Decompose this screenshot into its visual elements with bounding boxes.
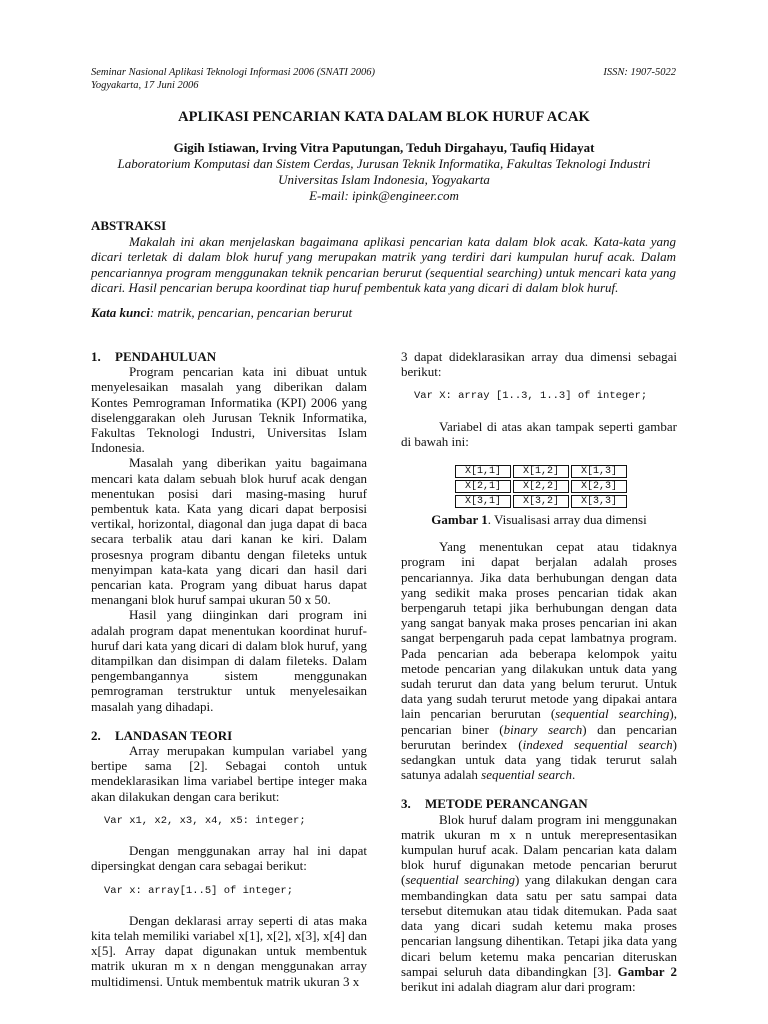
figure-1-label: Gambar 1 [431,512,488,528]
section-2-paragraph-continued: 3 dapat dideklarasikan array dua dimensi sebagai berikut: [401,349,677,380]
left-column [91,349,367,989]
section-3-title: METODE PERANCANGAN [425,796,588,812]
section-2-title: LANDASAN TEORI [115,727,233,743]
section-1-paragraph-1: Program pencarian kata ini dibuat untuk menyelesaikan masalah yang diberikan dalam Kontes Pemrograman Informatika (KPI) 2006 yang diselenggarakan oleh Jurusan Teknik Informatika, Fakultas Teknologi Industri, Universitas Islam Indonesia. [91,364,367,456]
text-run: ), pencarian biner ( [401,706,677,737]
text-run-italic: sequential searching [405,872,516,888]
section-3-number: 3. [401,796,411,812]
section-2-paragraph-1: Array merupakan kumpulan variabel yang bertipe sama [2]. Sebagai contoh untuk mendeklarasikan lima variabel bertipe integer maka akan dilakukan dengan cara berikut: [91,743,367,804]
text-run-italic: sequential search [481,767,573,783]
section-3-heading [401,796,677,811]
figure-2-reference: Gambar 2 [617,963,677,979]
table-cell: X[3,1] [455,495,511,508]
table-row [455,465,627,478]
text-run-italic: sequential searching [555,706,670,722]
code-snippet-2: Var x: array[1..5] of integer; [104,884,294,897]
text-run: Blok huruf dalam program ini menggunakan matrik ukuran m x n untuk merepresentasikan kumpulan huruf acak. Dalam pencarian kata dalam blok huruf digunakan metode pencarian berurut ( [401,811,677,888]
array-visualization-table [453,463,629,510]
keywords-text: : matrik, pencarian, pencarian berurut [149,305,353,320]
author-email: E-mail: ipink@engineer.com [309,188,459,203]
text-run: ) dan pencarian berurutan berindex ( [401,721,677,752]
section-2-paragraph-2: Dengan menggunakan array hal ini dapat dipersingkat dengan cara sebagai berikut: [91,843,367,874]
abstract [91,218,676,296]
abstract-heading: ABSTRAKSI [91,218,167,233]
author-block [0,140,768,204]
section-2-heading [91,728,367,743]
section-2-number: 2. [91,727,101,743]
section-1-paragraph-2: Masalah yang diberikan yaitu bagaimana mencari kata dalam sebuah blok huruf acak dengan menentukan posisi dari masing-masing huruf pembentuk kata. Kata yang dicari dapat berposisi vertikal, horizontal, diagonal dan juga dapat di baca secara terbalik atau dari kanan ke kiri. Dalam prosesnya program dibantu dengan fileteks untuk menyimpan kata-kata yang dicari dan hasil dari pencarian kata. Program yang dibuat harus dapat menangani blok huruf sampai ukuran 50 x 50. [91,455,367,608]
table-row [455,480,627,493]
text-run: ) sedangkan untuk data yang tidak terurut salah satunya adalah [401,736,677,783]
conference-name: Seminar Nasional Aplikasi Teknologi Informasi 2006 (SNATI 2006) [91,67,375,78]
text-run: berikut ini adalah diagram alur dari program: [401,978,636,994]
abstract-text: Makalah ini akan menjelaskan bagaimana aplikasi pencarian kata dalam blok acak. Kata-kata yang dicari terletak di dalam blok huruf yang merupakan matrik yang terdiri dari kumpulan huruf acak. Dalam pencariannya program menggunakan teknik pencarian berurut (sequential searching) untuk mencari kata yang dicari. Hasil pencarian berupa koordinat tiap huruf pembentuk kata yang dicari di dalam blok huruf. [91,233,676,295]
issn: ISSN: 1907-5022 [603,67,676,78]
table-cell: X[1,3] [571,465,627,478]
table-cell: X[1,1] [455,465,511,478]
keywords-label: Kata kunci [91,305,150,320]
variable-paragraph: Variabel di atas akan tampak seperti gambar di bawah ini: [401,418,677,449]
section-1-heading [91,349,367,364]
table-cell: X[2,1] [455,480,511,493]
running-header [91,66,375,92]
text-run-italic: indexed sequential search [522,736,673,752]
keywords [91,305,676,321]
table-cell: X[3,2] [513,495,569,508]
figure-1-caption [401,512,677,527]
section-1-title: PENDAHULUAN [115,349,217,364]
section-3-paragraph [401,812,677,994]
code-snippet-3: Var X: array [1..3, 1..3] of integer; [414,390,648,403]
table-cell: X[1,2] [513,465,569,478]
figure-1-text: . Visualisasi array dua dimensi [487,512,647,528]
affiliation-line-2: Universitas Islam Indonesia, Yogyakarta [278,172,490,187]
code-snippet-1: Var x1, x2, x3, x4, x5: integer; [104,814,306,827]
text-run: ) yang dilakukan dengan cara membandingkan data satu per satu sampai data tersebut ditemukan atau tidak ditemukan. Pada saat data yang dicari sudah ketemu maka proses pencarian langsung dihentikan. Tetapi jika data yang dicari belum ketemu maka pencarian diteruskan sampai seluruh data dibandingkan [3]. [401,872,677,979]
section-2-paragraph-3: Dengan deklarasi array seperti di atas maka kita telah memiliki variabel x[1], x[2], x[3], x[4] dan x[5]. Array dapat digunakan untuk membentuk matrik ukuran m x n dengan menggunakan array multidimensi. Untuk membentuk matrik ukuran 3 x [91,912,367,989]
affiliation-line-1: Laboratorium Komputasi dan Sistem Cerdas, Jurusan Teknik Informatika, Fakultas Teknologi Industri [117,156,651,171]
paper-title: APLIKASI PENCARIAN KATA DALAM BLOK HURUF ACAK [178,109,590,125]
section-1-paragraph-3: Hasil yang diinginkan dari program ini adalah program dapat menentukan koordinat huruf-huruf dari kata yang dicari di dalam blok huruf, yang ditampilkan dan disimpan di dalam fileteks. Dalam pengembangannya sistem menggunakan pemrograman terstruktur untuk menyelesaikan masalah yang dihadapi. [91,607,367,714]
table-cell: X[3,3] [571,495,627,508]
conference-place-date: Yogyakarta, 17 Juni 2006 [91,80,199,91]
table-cell: X[2,2] [513,480,569,493]
text-run-italic: binary search [503,721,583,737]
section-1-number: 1. [91,349,101,364]
text-run: Yang menentukan cepat atau tidaknya program ini dapat berjalan adalah proses pencariannya. Jika data berhubungan dengan data yang sedikit maka proses pencarian tidak akan berpengaruh tetapi jika berhubungan dengan data yang sangat banyak maka proses pencarian ini akan sangat berpengaruh pada cepat lambatnya program. Pada pencarian ada beberapa kelompok yaitu metode pencarian yang dilakukan untuk data yang sudah terurut dan data yang belum terurut. Untuk data yang sudah terurut metode yang dipakai antara lain pencarian berurutan ( [401,539,677,722]
author-names: Gigih Istiawan, Irving Vitra Paputungan, Teduh Dirgahayu, Taufiq Hidayat [173,140,595,155]
search-method-paragraph [401,539,677,782]
table-row [455,495,627,508]
table-cell: X[2,3] [571,480,627,493]
right-column [401,349,677,994]
text-run: . [572,767,576,783]
